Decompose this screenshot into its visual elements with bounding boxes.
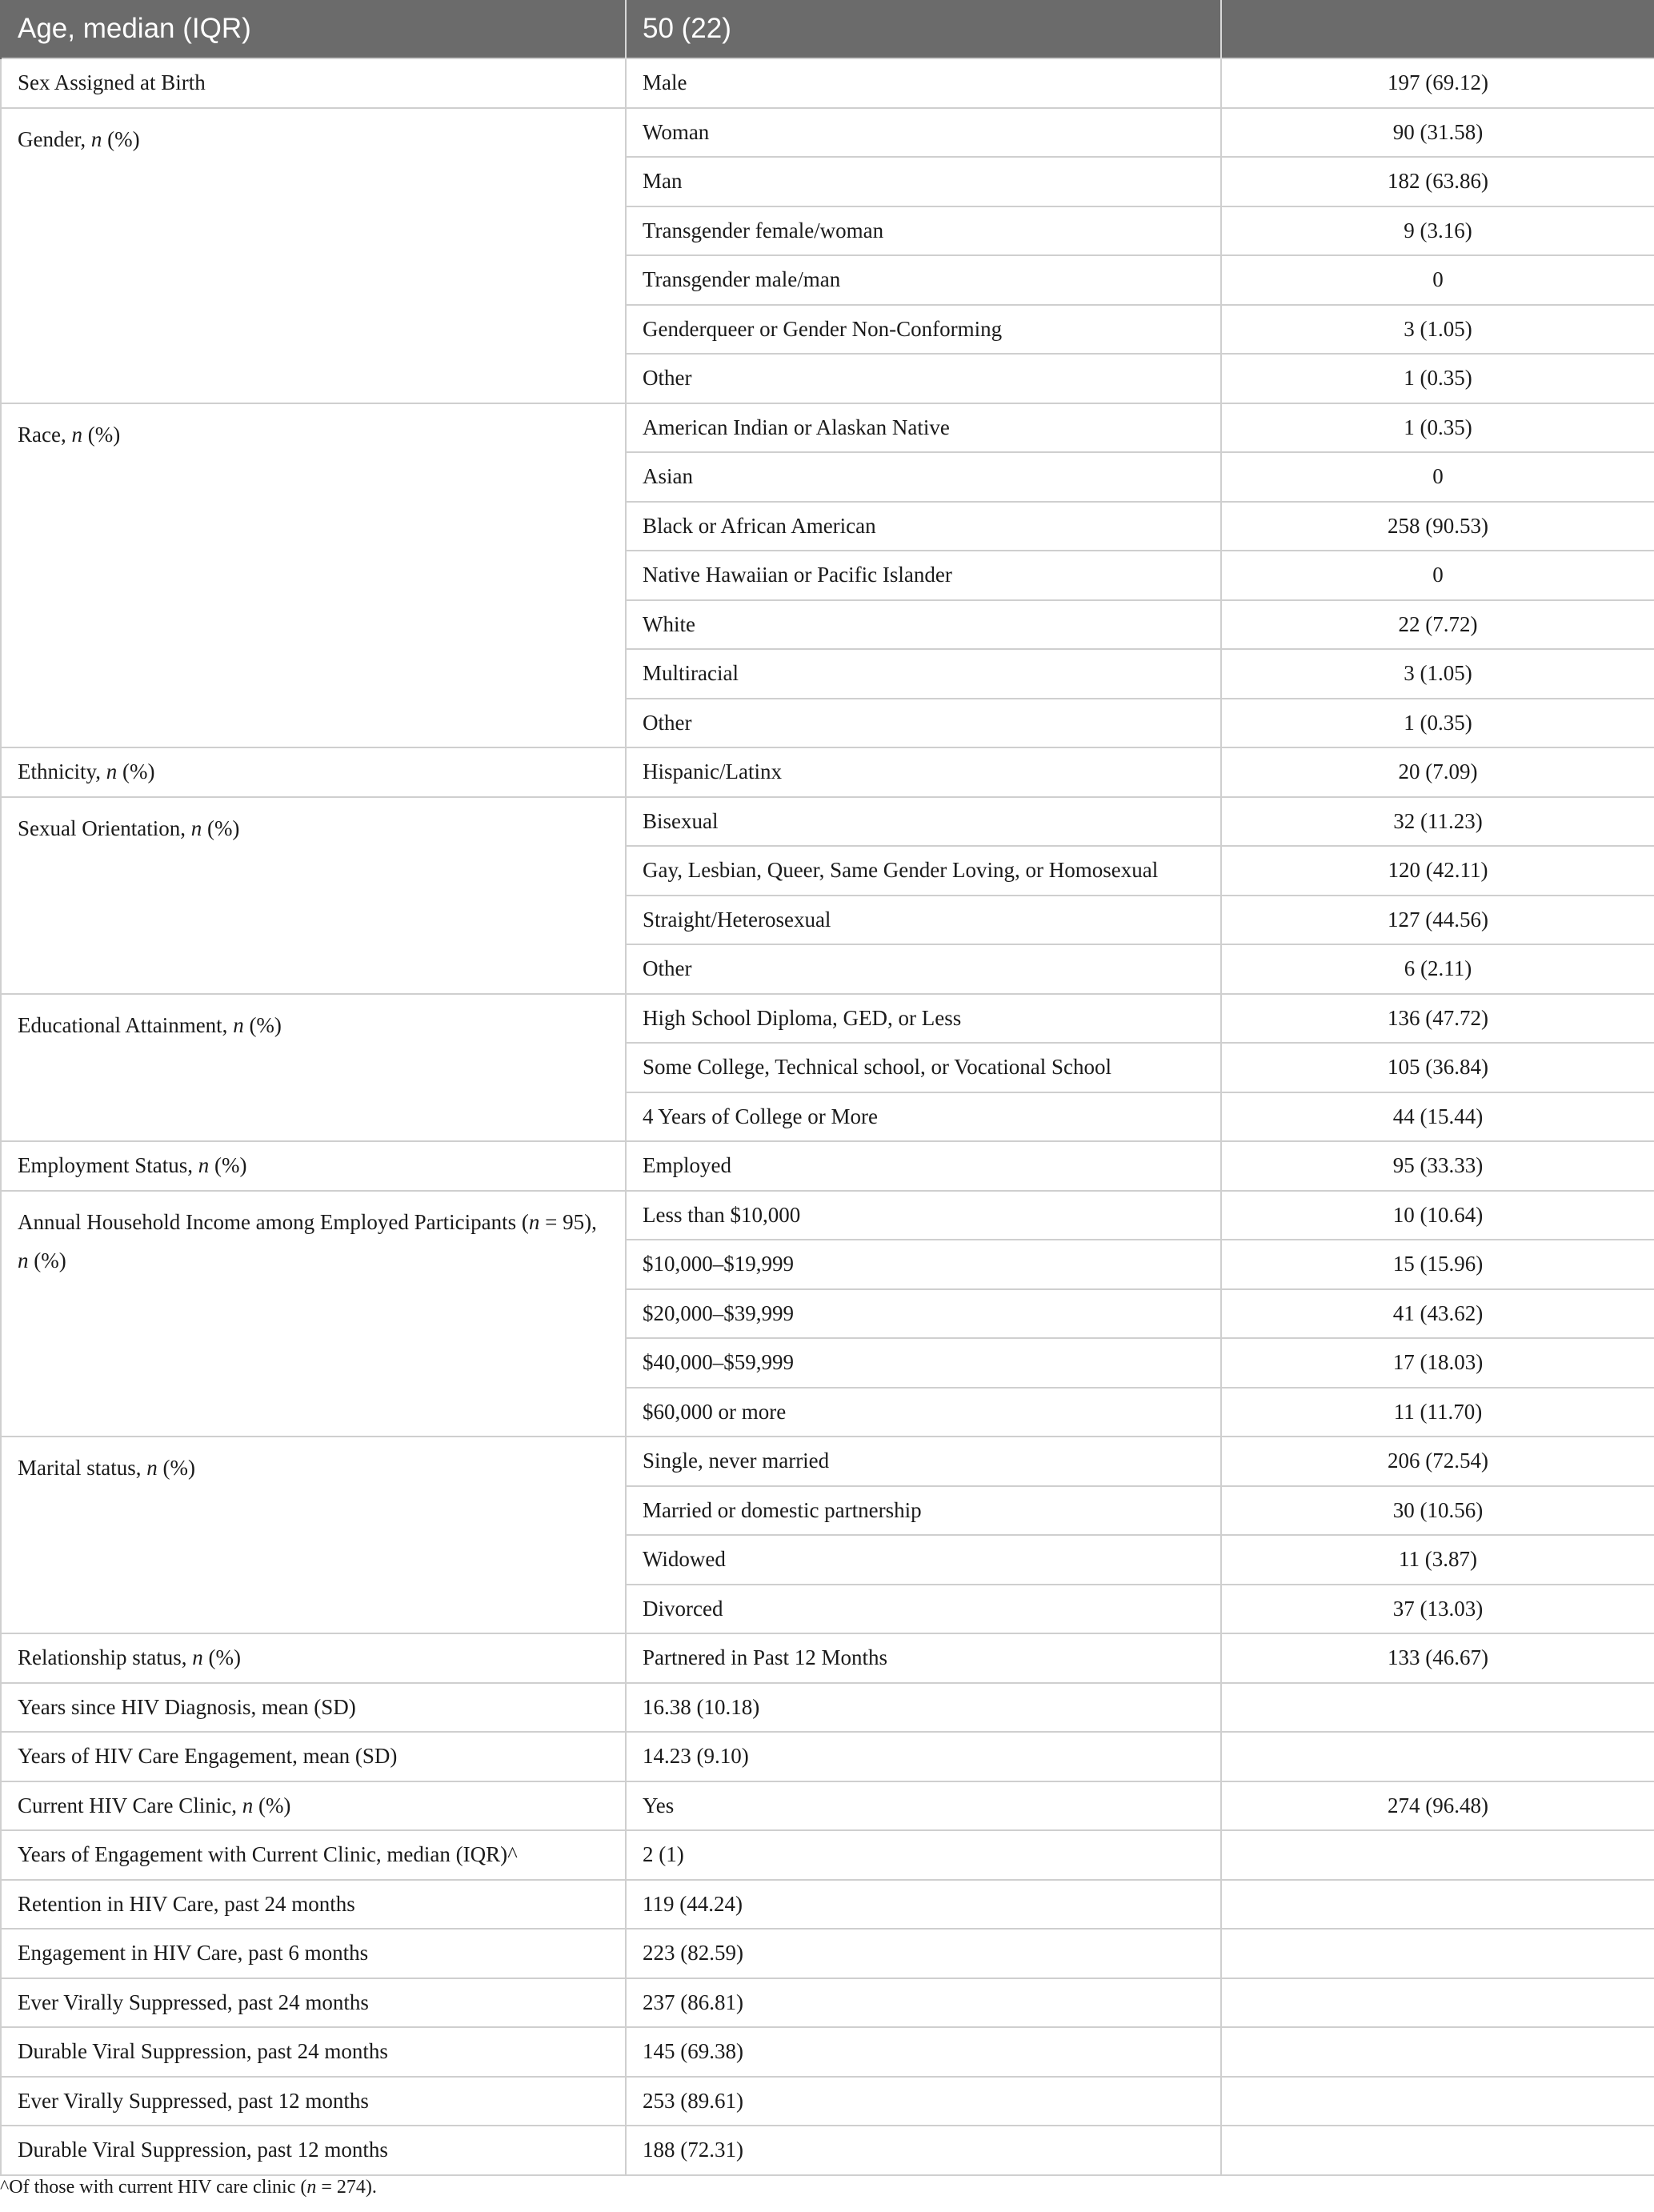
row-option-label: 253 (89.61) bbox=[626, 2077, 1221, 2126]
row-category: Ever Virally Suppressed, past 24 months bbox=[1, 1978, 626, 2028]
row-option-value: 182 (63.86) bbox=[1221, 157, 1654, 206]
row-option-label: Other bbox=[626, 699, 1221, 748]
table-row bbox=[1, 58, 1654, 108]
row-option-value: 15 (15.96) bbox=[1221, 1240, 1654, 1289]
row-option-value: 206 (72.54) bbox=[1221, 1437, 1654, 1486]
row-option-label: 4 Years of College or More bbox=[626, 1092, 1221, 1142]
row-option-label: Transgender female/woman bbox=[626, 206, 1221, 256]
row-option-label: Employed bbox=[626, 1141, 1221, 1191]
row-option-value bbox=[1221, 1978, 1654, 2028]
row-option-value: 258 (90.53) bbox=[1221, 502, 1654, 551]
row-category: Sex Assigned at Birth bbox=[1, 58, 626, 108]
row-category: Race, n (%) bbox=[1, 403, 626, 748]
table-footnote: ^Of those with current HIV care clinic (n = 274). bbox=[0, 2177, 377, 2198]
row-category: Employment Status, n (%) bbox=[1, 1141, 626, 1191]
row-category: Annual Household Income among Employed Participants (n = 95), n (%) bbox=[1, 1191, 626, 1437]
table-row bbox=[1, 2077, 1654, 2126]
table-row bbox=[1, 1191, 1654, 1240]
table-row bbox=[1, 1437, 1654, 1486]
header-cell-empty bbox=[1221, 0, 1654, 58]
row-option-label: Woman bbox=[626, 108, 1221, 158]
row-option-label: Partnered in Past 12 Months bbox=[626, 1633, 1221, 1683]
row-option-value bbox=[1221, 2126, 1654, 2175]
table-row bbox=[1, 1978, 1654, 2028]
row-option-label: Man bbox=[626, 157, 1221, 206]
row-option-label: White bbox=[626, 600, 1221, 650]
row-option-value: 6 (2.11) bbox=[1221, 944, 1654, 994]
row-option-label: Asian bbox=[626, 452, 1221, 502]
row-option-value bbox=[1221, 1732, 1654, 1781]
row-option-label: Divorced bbox=[626, 1585, 1221, 1634]
table-row bbox=[1, 1929, 1654, 1978]
row-option-value: 22 (7.72) bbox=[1221, 600, 1654, 650]
row-category: Retention in HIV Care, past 24 months bbox=[1, 1880, 626, 1929]
row-category: Years of Engagement with Current Clinic, median (IQR)^ bbox=[1, 1830, 626, 1880]
row-option-value: 197 (69.12) bbox=[1221, 58, 1654, 108]
header-cell-characteristic: Age, median (IQR) bbox=[1, 0, 626, 58]
row-option-value: 95 (33.33) bbox=[1221, 1141, 1654, 1191]
row-option-value: 0 bbox=[1221, 551, 1654, 600]
row-option-value: 17 (18.03) bbox=[1221, 1338, 1654, 1388]
table-row bbox=[1, 797, 1654, 847]
row-option-value bbox=[1221, 1929, 1654, 1978]
row-option-label: $20,000–$39,999 bbox=[626, 1289, 1221, 1339]
row-option-value: 136 (47.72) bbox=[1221, 994, 1654, 1044]
header-cell-value: 50 (22) bbox=[626, 0, 1221, 58]
table-row bbox=[1, 1141, 1654, 1191]
row-option-label: $40,000–$59,999 bbox=[626, 1338, 1221, 1388]
row-option-value: 127 (44.56) bbox=[1221, 896, 1654, 945]
row-option-value: 30 (10.56) bbox=[1221, 1486, 1654, 1536]
row-option-label: $10,000–$19,999 bbox=[626, 1240, 1221, 1289]
table-row bbox=[1, 747, 1654, 797]
row-option-label: 223 (82.59) bbox=[626, 1929, 1221, 1978]
row-option-value: 105 (36.84) bbox=[1221, 1043, 1654, 1092]
table-row bbox=[1, 2126, 1654, 2175]
row-option-label: Genderqueer or Gender Non-Conforming bbox=[626, 305, 1221, 355]
row-option-label: Native Hawaiian or Pacific Islander bbox=[626, 551, 1221, 600]
row-option-label: High School Diploma, GED, or Less bbox=[626, 994, 1221, 1044]
row-category: Sexual Orientation, n (%) bbox=[1, 797, 626, 994]
row-option-value: 274 (96.48) bbox=[1221, 1781, 1654, 1831]
table-row bbox=[1, 108, 1654, 158]
row-option-value: 20 (7.09) bbox=[1221, 747, 1654, 797]
table-row bbox=[1, 1683, 1654, 1733]
row-category: Educational Attainment, n (%) bbox=[1, 994, 626, 1142]
row-category: Gender, n (%) bbox=[1, 108, 626, 403]
table-row bbox=[1, 1830, 1654, 1880]
row-category: Relationship status, n (%) bbox=[1, 1633, 626, 1683]
row-option-value: 9 (3.16) bbox=[1221, 206, 1654, 256]
row-option-value: 3 (1.05) bbox=[1221, 305, 1654, 355]
row-option-value: 133 (46.67) bbox=[1221, 1633, 1654, 1683]
row-category: Engagement in HIV Care, past 6 months bbox=[1, 1929, 626, 1978]
row-option-label: American Indian or Alaskan Native bbox=[626, 403, 1221, 453]
row-option-label: Married or domestic partnership bbox=[626, 1486, 1221, 1536]
table-header-row bbox=[1, 0, 1654, 58]
row-option-label: 237 (86.81) bbox=[626, 1978, 1221, 2028]
row-option-label: 14.23 (9.10) bbox=[626, 1732, 1221, 1781]
row-category: Years since HIV Diagnosis, mean (SD) bbox=[1, 1683, 626, 1733]
row-option-value: 1 (0.35) bbox=[1221, 403, 1654, 453]
row-option-value: 0 bbox=[1221, 452, 1654, 502]
row-category: Ethnicity, n (%) bbox=[1, 747, 626, 797]
row-option-label: 145 (69.38) bbox=[626, 2027, 1221, 2077]
row-category: Years of HIV Care Engagement, mean (SD) bbox=[1, 1732, 626, 1781]
row-option-value: 37 (13.03) bbox=[1221, 1585, 1654, 1634]
row-option-value bbox=[1221, 1880, 1654, 1929]
table-row bbox=[1, 2027, 1654, 2077]
row-option-label: Bisexual bbox=[626, 797, 1221, 847]
row-option-label: Widowed bbox=[626, 1535, 1221, 1585]
table-row bbox=[1, 1633, 1654, 1683]
row-option-value: 11 (11.70) bbox=[1221, 1388, 1654, 1437]
row-option-value: 0 bbox=[1221, 255, 1654, 305]
row-option-label: Hispanic/Latinx bbox=[626, 747, 1221, 797]
row-option-label: 188 (72.31) bbox=[626, 2126, 1221, 2175]
row-option-label: Other bbox=[626, 944, 1221, 994]
table-row bbox=[1, 1732, 1654, 1781]
row-option-value bbox=[1221, 1683, 1654, 1733]
row-option-value: 11 (3.87) bbox=[1221, 1535, 1654, 1585]
row-option-label: Black or African American bbox=[626, 502, 1221, 551]
row-category: Durable Viral Suppression, past 24 months bbox=[1, 2027, 626, 2077]
row-option-value bbox=[1221, 2077, 1654, 2126]
row-option-label: Transgender male/man bbox=[626, 255, 1221, 305]
row-option-label: $60,000 or more bbox=[626, 1388, 1221, 1437]
row-category: Ever Virally Suppressed, past 12 months bbox=[1, 2077, 626, 2126]
row-option-value: 41 (43.62) bbox=[1221, 1289, 1654, 1339]
row-option-value: 3 (1.05) bbox=[1221, 649, 1654, 699]
row-category: Marital status, n (%) bbox=[1, 1437, 626, 1633]
row-option-value: 44 (15.44) bbox=[1221, 1092, 1654, 1142]
row-option-value: 90 (31.58) bbox=[1221, 108, 1654, 158]
table-row bbox=[1, 403, 1654, 453]
row-option-label: Single, never married bbox=[626, 1437, 1221, 1486]
row-option-label: 16.38 (10.18) bbox=[626, 1683, 1221, 1733]
row-option-label: 2 (1) bbox=[626, 1830, 1221, 1880]
row-category: Current HIV Care Clinic, n (%) bbox=[1, 1781, 626, 1831]
row-option-label: Straight/Heterosexual bbox=[626, 896, 1221, 945]
row-option-value: 1 (0.35) bbox=[1221, 354, 1654, 403]
table-row bbox=[1, 1781, 1654, 1831]
row-option-value: 10 (10.64) bbox=[1221, 1191, 1654, 1240]
table-row bbox=[1, 994, 1654, 1044]
row-option-value: 32 (11.23) bbox=[1221, 797, 1654, 847]
row-option-label: Male bbox=[626, 58, 1221, 108]
row-option-value: 1 (0.35) bbox=[1221, 699, 1654, 748]
row-option-label: Some College, Technical school, or Vocational School bbox=[626, 1043, 1221, 1092]
row-option-label: Multiracial bbox=[626, 649, 1221, 699]
row-option-label: Gay, Lesbian, Queer, Same Gender Loving, or Homosexual bbox=[626, 846, 1221, 896]
row-option-value: 120 (42.11) bbox=[1221, 846, 1654, 896]
row-option-value bbox=[1221, 1830, 1654, 1880]
row-option-label: Yes bbox=[626, 1781, 1221, 1831]
row-category: Durable Viral Suppression, past 12 months bbox=[1, 2126, 626, 2175]
row-option-label: 119 (44.24) bbox=[626, 1880, 1221, 1929]
table-row bbox=[1, 1880, 1654, 1929]
row-option-value bbox=[1221, 2027, 1654, 2077]
row-option-label: Less than $10,000 bbox=[626, 1191, 1221, 1240]
row-option-label: Other bbox=[626, 354, 1221, 403]
